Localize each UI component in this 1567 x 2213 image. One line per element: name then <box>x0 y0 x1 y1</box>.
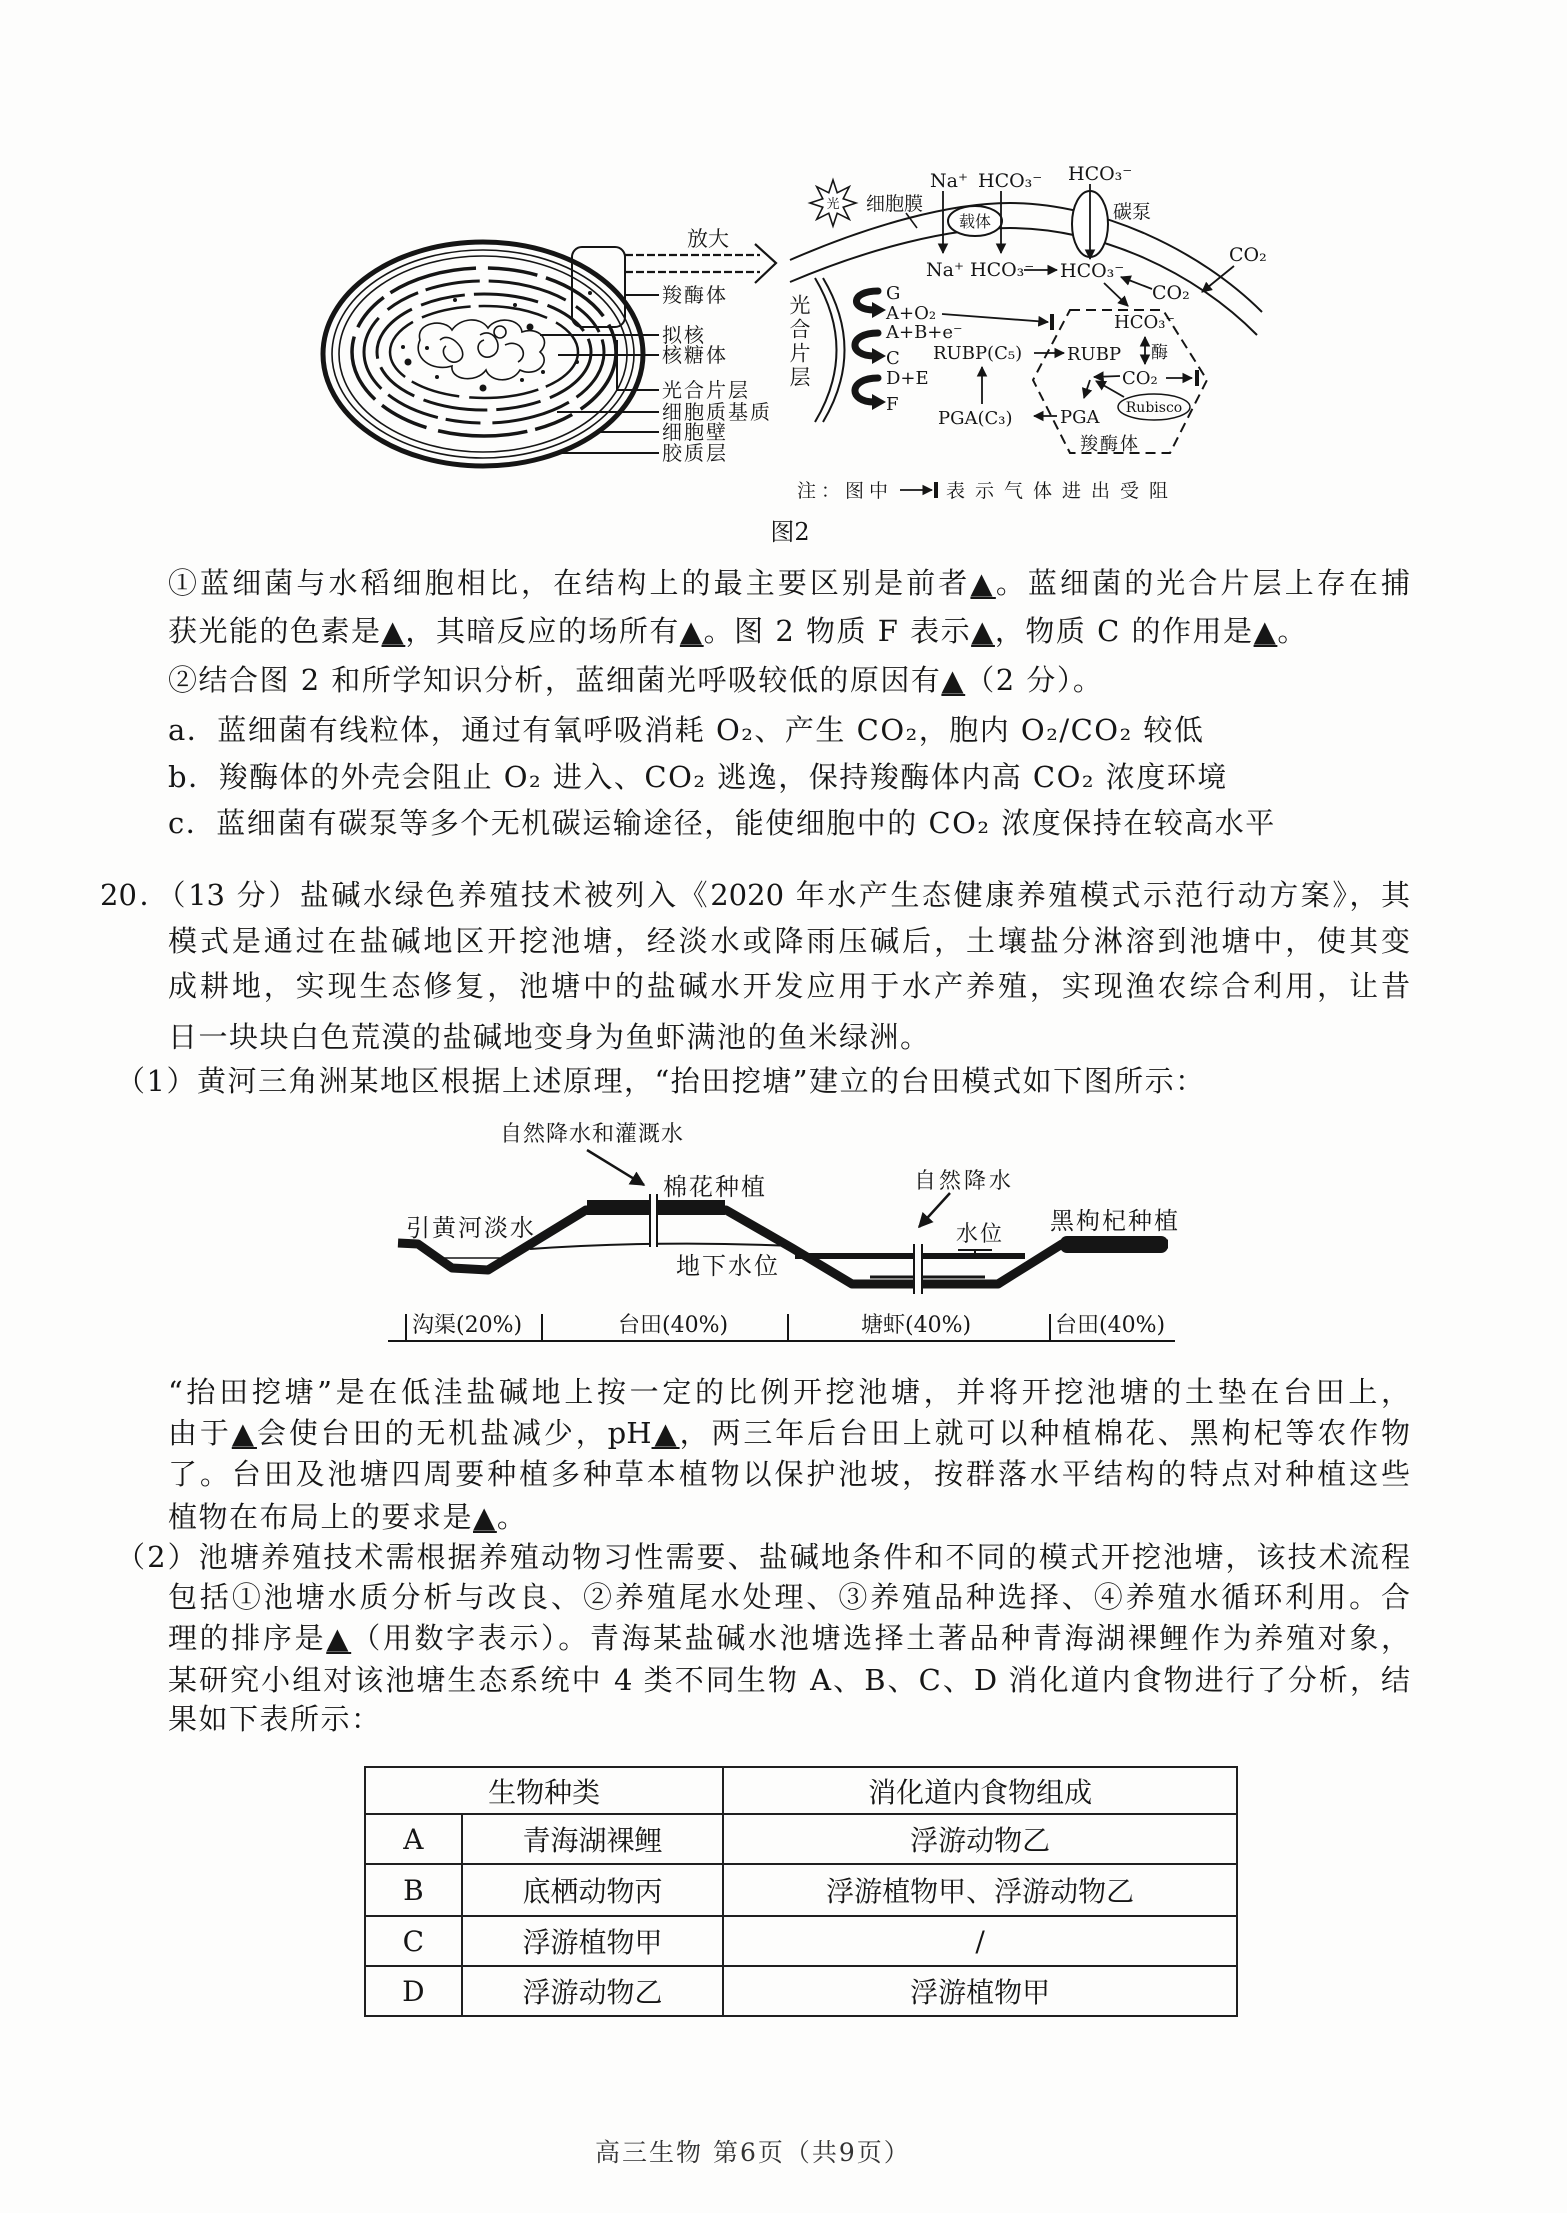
cell-label-thylakoid: 光合片层 <box>662 378 750 402</box>
part-2-line: 果如下表所示： <box>168 1702 382 1736</box>
cell-id: B <box>365 1864 462 1916</box>
table-row <box>365 1864 1237 1916</box>
enzyme-label: 酶 <box>1151 343 1168 363</box>
answer-blank: ▲ <box>971 614 995 648</box>
carboxysome-rubp-label: RUBP <box>1067 344 1122 365</box>
figure-note-suffix: 表示气体进出受阻 <box>946 480 1179 502</box>
question-20-line: 成耕地，实现生态修复，池塘中的盐碱水开发应用于水产养殖，实现渔农综合利用，让昔 <box>168 969 1410 1003</box>
groundwater-line <box>530 1244 792 1249</box>
part-1-line: 了。台田及池塘四周要种植多种草本植物以保护池坡，按群落水平结构的特点对种植这些 <box>168 1457 1410 1491</box>
terrace-pond-diagram <box>380 1110 1200 1355</box>
option-c: c．蓝细菌有碳泵等多个无机碳运输途径，能使细胞中的 CO₂ 浓度保持在较高水平 <box>168 806 1276 840</box>
product-g: G <box>886 283 901 304</box>
cell-label-nucleoid: 拟核 <box>662 323 706 347</box>
answer-blank: ▲ <box>473 1500 497 1534</box>
co2-outside-label: CO₂ <box>1229 244 1267 266</box>
hco3-inside-pump-label: HCO₃⁻ <box>1060 260 1125 282</box>
part-1-line: 植物在布局上的要求是▲。 <box>168 1500 528 1534</box>
hco3-outside-carrier-label: HCO₃⁻ <box>978 170 1043 192</box>
option-a: a．蓝细菌有线粒体，通过有氧呼吸消耗 O₂、产生 CO₂，胞内 O₂/CO₂ 较低 <box>168 713 1205 747</box>
page-footer: 高三生物 第6页（共9页） <box>595 2138 911 2167</box>
cell-food: 浮游动物乙 <box>723 1814 1237 1864</box>
thylakoid-membrane <box>815 278 845 422</box>
gas-barrier-mark <box>1195 370 1199 386</box>
cell-label-gel-layer: 胶质层 <box>662 441 728 465</box>
light-label: 光 <box>826 197 840 212</box>
cell-organism: 青海湖裸鲤 <box>462 1814 723 1864</box>
carboxysome-hco3-label: HCO₃⁻ <box>1114 312 1175 333</box>
part-2-line: 理的排序是▲（用数字表示）。青海某盐碱水池塘选择土著品种青海湖裸鲤作为养殖对象， <box>168 1621 1410 1655</box>
question-20-line: 20．（13 分）盐碱水绿色养殖技术被列入《2020 年水产生态健康养殖模式示范行动方案》，其 <box>100 878 1410 912</box>
magnify-label: 放大 <box>687 227 729 251</box>
carboxysome-label: 羧酶体 <box>1080 434 1140 455</box>
cell-id: C <box>365 1916 462 1966</box>
water-level-label: 水位 <box>956 1222 1005 1247</box>
product-c: C <box>886 348 900 369</box>
question-line: ②结合图 2 和所学知识分析，蓝细菌光呼吸较低的原因有▲（2 分）。 <box>168 663 1104 697</box>
na-outside-label: Na⁺ <box>930 170 968 192</box>
membrane-label: 细胞膜 <box>866 193 924 215</box>
gas-barrier-mark <box>1050 314 1054 330</box>
answer-blank: ▲ <box>326 1621 352 1655</box>
cell-label-cytoplasm: 细胞质基质 <box>662 400 772 424</box>
product-f: F <box>886 394 899 415</box>
pond-pipe <box>914 1244 922 1294</box>
product-a-o2: A+O₂ <box>886 303 937 324</box>
answer-blank: ▲ <box>970 566 996 600</box>
carboxysome-co2-label: CO₂ <box>1122 368 1158 389</box>
light-reaction-arrowheads <box>872 302 886 410</box>
part-2-line: 某研究小组对该池塘生态系统中 4 类不同生物 A、B、C、D 消化道内食物进行了分析，结 <box>168 1663 1410 1697</box>
nucleoid <box>418 320 544 380</box>
part-2-line: （2）池塘养殖技术需根据养殖动物习性需要、盐碱地条件和不同的模式开挖池塘，该技术流程 <box>116 1540 1410 1574</box>
part-1-line: “抬田挖塘”是在低洼盐碱地上按一定的比例开挖池塘，并将开挖池塘的土垫在台田上， <box>168 1375 1410 1409</box>
cell-label-carboxysome: 羧酶体 <box>662 283 728 307</box>
part-2-line: 包括①池塘水质分析与改良、②养殖尾水处理、③养殖品种选择、④养殖水循环利用。合 <box>168 1580 1410 1614</box>
table-header-row <box>365 1767 1237 1814</box>
goji-field-block <box>1060 1236 1168 1253</box>
cell-label-cell-wall: 细胞壁 <box>662 420 728 444</box>
hco3-inside-carrier-label: HCO₃⁻ <box>970 259 1035 281</box>
thylakoid-layer <box>364 281 604 423</box>
rubisco-label: Rubisco <box>1125 400 1183 416</box>
cell-id: A <box>365 1814 462 1864</box>
note-barrier-icon <box>934 482 938 498</box>
answer-blank: ▲ <box>381 614 406 648</box>
question-20-line: 日一块块白色荒漠的盐碱地变身为鱼虾满池的鱼米绿洲。 <box>168 1020 931 1054</box>
header-organism: 生物种类 <box>365 1767 723 1814</box>
hco3-outside-pump-label: HCO₃⁻ <box>1068 163 1133 185</box>
header-gut-contents: 消化道内食物组成 <box>723 1767 1237 1814</box>
membrane-leader-line <box>906 213 917 228</box>
table-row <box>365 1966 1237 2016</box>
cell-organism: 底栖动物丙 <box>462 1864 723 1916</box>
zone-label-canal: 沟渠(20%) <box>412 1313 523 1338</box>
table-row <box>365 1916 1237 1966</box>
part-1-lead: （1）黄河三角洲某地区根据上述原理，“抬田挖塘”建立的台田模式如下图所示： <box>116 1064 1206 1098</box>
figure-2-caption: 图2 <box>770 518 810 546</box>
cell-organism: 浮游植物甲 <box>462 1916 723 1966</box>
answer-blank: ▲ <box>679 614 704 648</box>
cell-food: / <box>723 1916 1237 1966</box>
thylakoid-layer <box>377 294 591 410</box>
na-inside-label: Na⁺ <box>926 259 964 281</box>
question-line: ①蓝细菌与水稻细胞相比，在结构上的最主要区别是前者▲。蓝细菌的光合片层上存在捕 <box>168 566 1410 600</box>
figure-note-prefix: 注：图中 <box>797 480 894 502</box>
cotton-label: 棉花种植 <box>663 1173 767 1201</box>
table-row <box>365 1814 1237 1864</box>
groundwater-label: 地下水位 <box>676 1252 780 1280</box>
carbon-pump-label: 碳泵 <box>1113 201 1152 223</box>
carrier-label: 载体 <box>958 212 992 231</box>
yellow-river-label: 引黄河淡水 <box>406 1214 536 1242</box>
goji-label: 黑枸杞种植 <box>1050 1207 1180 1235</box>
co2-inside-label: CO₂ <box>1152 282 1190 304</box>
diet-table <box>364 1766 1238 2017</box>
answer-blank: ▲ <box>941 663 966 697</box>
rain-label: 自然降水 <box>914 1169 1015 1194</box>
cell-food: 浮游植物甲 <box>723 1966 1237 2016</box>
cell-organism: 浮游动物乙 <box>462 1966 723 2016</box>
product-d-e: D+E <box>886 368 929 389</box>
field-pipe <box>650 1194 657 1247</box>
option-b: b．羧酶体的外壳会阻止 O₂ 进入、CO₂ 逃逸，保持羧酶体内高 CO₂ 浓度环境 <box>168 760 1228 794</box>
answer-blank: ▲ <box>651 1416 680 1450</box>
answer-blank: ▲ <box>1253 614 1278 648</box>
question-line: 获光能的色素是▲，其暗反应的场所有▲。图 2 物质 F 表示▲，物质 C 的作用是▲。 <box>168 614 1308 648</box>
product-a-b-e: A+B+e⁻ <box>886 322 963 343</box>
rain-irrigation-label: 自然降水和灌溉水 <box>500 1122 685 1147</box>
zone-label-terrace-2: 台田(40%) <box>1055 1313 1166 1338</box>
answer-blank: ▲ <box>231 1416 257 1450</box>
cell-food: 浮游植物甲、浮游动物乙 <box>723 1864 1237 1916</box>
question-20-line: 模式是通过在盐碱地区开挖池塘，经淡水或降雨压碱后，土壤盐分淋溶到池塘中，使其变 <box>168 924 1410 958</box>
part-1-line: 由于▲会使台田的无机盐减少，pH▲，两三年后台田上就可以种植棉花、黑枸杞等农作物 <box>168 1416 1410 1450</box>
cell-id: D <box>365 1966 462 2016</box>
pga-c3-label: PGA(C₃) <box>938 408 1013 429</box>
irrigation-arrow <box>587 1150 644 1185</box>
thylakoid-vertical-label: 光合片层 <box>787 294 811 390</box>
carboxysome-pga-label: PGA <box>1060 407 1100 428</box>
rubp-c5-label: RUBP(C₅) <box>933 343 1023 364</box>
zone-label-shrimp-pond: 塘虾(40%) <box>861 1313 972 1338</box>
zone-label-terrace: 台田(40%) <box>618 1313 729 1338</box>
cell-label-ribosome: 核糖体 <box>662 343 728 367</box>
rain-arrow <box>919 1193 950 1227</box>
